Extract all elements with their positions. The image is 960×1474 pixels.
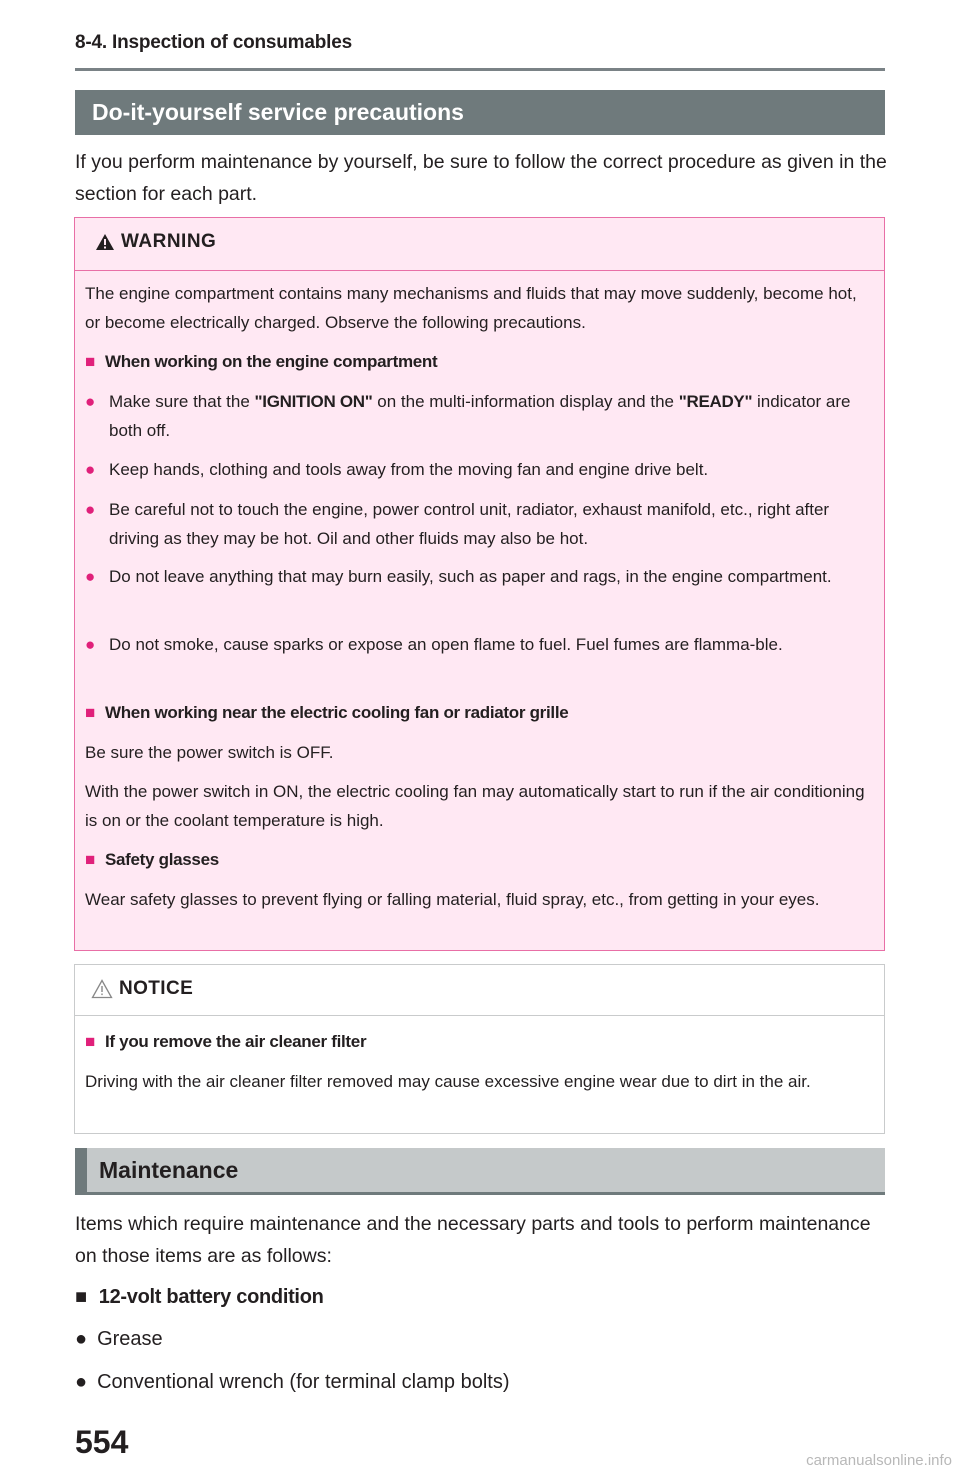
section-heading: 8-4. Inspection of consumables [75, 32, 352, 53]
maintenance-item-1: ● Grease [75, 1328, 163, 1350]
maintenance-intro: Items which require maintenance and the necessary parts and tools to perform maintenance on those items are as follows: [75, 1213, 871, 1267]
notice-title: NOTICE [119, 978, 194, 999]
watermark: carmanualsonline.info [806, 1452, 952, 1469]
warning-bullet-3: ● Be careful not to touch the engine, power control unit, radiator, exhaust manifold, etc., right after driving as they may be hot. Oil and other fluids may also be hot. [85, 495, 874, 553]
warning-bullet-2: ● Keep hands, clothing and tools away from the moving fan and engine drive belt. [85, 455, 874, 484]
bullet-icon: ● [75, 1371, 88, 1393]
warning-intro: The engine compartment contains many mechanisms and fluids that may move suddenly, become hot, or become electrically charged. Observe the following precautions. [85, 284, 857, 332]
square-bullet-icon: ■ [75, 1286, 87, 1308]
page-header [75, 32, 885, 71]
warning-bullet-4: ● Do not leave anything that may burn easily, such as paper and rags, in the engine compartment. [85, 562, 874, 591]
warning-header [75, 218, 884, 271]
caution-triangle-icon [91, 979, 113, 999]
warning-subheading-2: ■ When working near the electric cooling fan or radiator grille [85, 703, 569, 722]
square-bullet-icon: ■ [85, 850, 95, 869]
bullet-icon: ● [85, 635, 96, 654]
warning-bullet-1: ● Make sure that the "IGNITION ON" on the multi-information display and the "READY" indicator are both off. [85, 387, 874, 445]
notice-text: Driving with the air cleaner filter removed may cause excessive engine wear due to dirt in the air. [85, 1072, 811, 1091]
warning-text-2: With the power switch in ON, the electric cooling fan may automatically start to run if the air conditioning is on or the coolant temperature is high. [85, 782, 865, 830]
bullet-icon: ● [85, 392, 96, 411]
bullet-icon: ● [85, 500, 96, 519]
bullet-icon: ● [75, 1328, 88, 1350]
maintenance-title: Maintenance [99, 1157, 239, 1183]
maintenance-item-2: ● Conventional wrench (for terminal clamp bolts) [75, 1371, 510, 1393]
warning-triangle-icon [95, 233, 115, 251]
notice-subheading: ■ If you remove the air cleaner filter [85, 1032, 367, 1051]
bullet-icon: ● [85, 460, 96, 479]
maintenance-subheading: ■ 12-volt battery condition [75, 1286, 324, 1308]
warning-bullet-5: ● Do not smoke, cause sparks or expose an open flame to fuel. Fuel fumes are flamma-ble. [85, 630, 874, 659]
square-bullet-icon: ■ [85, 352, 95, 371]
maintenance-title-band [75, 1148, 885, 1195]
warning-text-1: Be sure the power switch is OFF. [85, 743, 334, 762]
warning-subheading-1: ■ When working on the engine compartment [85, 352, 438, 371]
notice-box [74, 964, 885, 1134]
square-bullet-icon: ■ [85, 703, 95, 722]
intro-paragraph: If you perform maintenance by yourself, be sure to follow the correct procedure as given in the section for each part. [75, 151, 887, 205]
warning-box [74, 217, 885, 951]
warning-text-3: Wear safety glasses to prevent flying or falling material, fluid spray, etc., from getting in your eyes. [85, 890, 820, 909]
page-number: 554 [75, 1424, 129, 1460]
bullet-icon: ● [85, 567, 96, 586]
square-bullet-icon: ■ [85, 1032, 95, 1051]
section-title-band [75, 90, 885, 135]
notice-header [75, 965, 884, 1016]
section-title: Do-it-yourself service precautions [92, 99, 464, 125]
warning-subheading-3: ■ Safety glasses [85, 850, 219, 869]
warning-title: WARNING [121, 231, 217, 252]
